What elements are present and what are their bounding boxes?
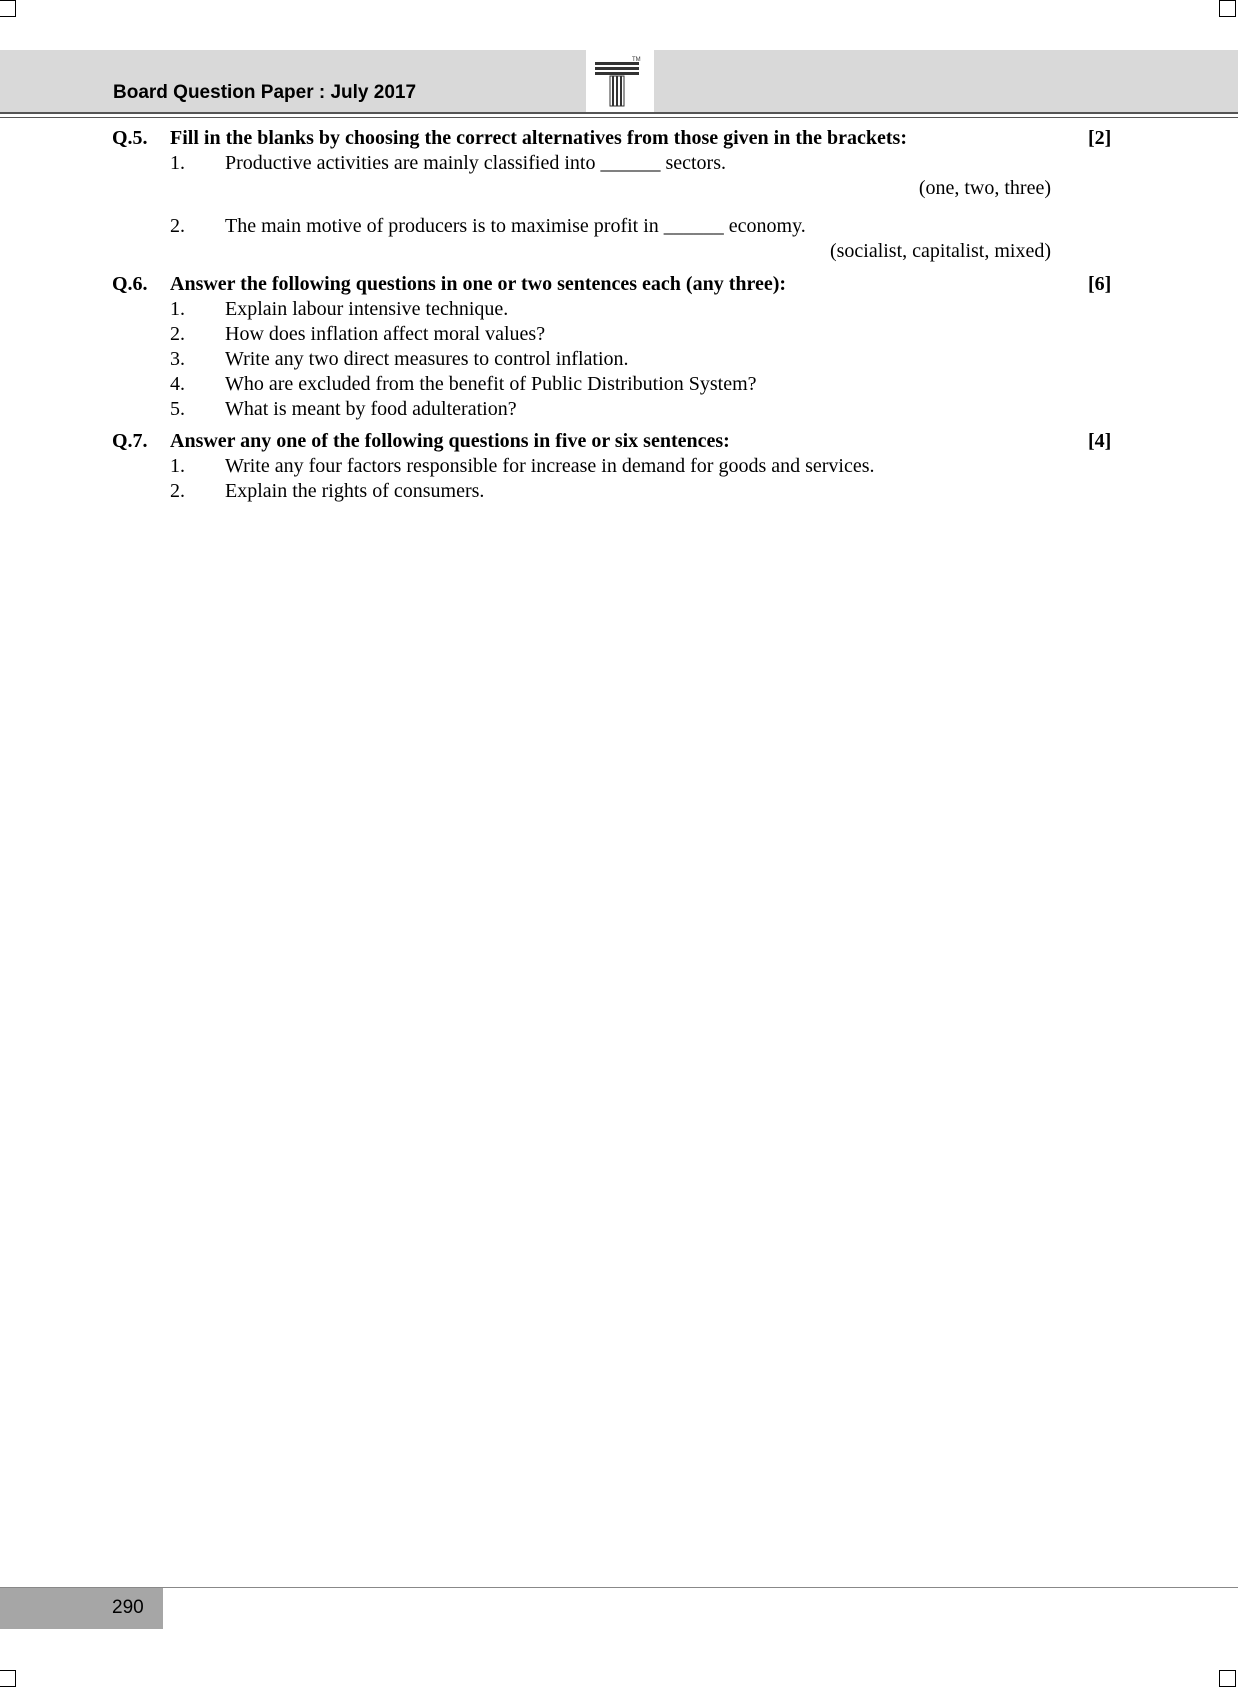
answer-options: (socialist, capitalist, mixed): [829, 240, 1051, 262]
header-rule-thin: [0, 117, 1238, 118]
question-number: Q.5.: [112, 127, 148, 149]
crop-mark-top-left: [0, 0, 16, 17]
page-number: 290: [112, 1597, 144, 1618]
page-header-title: Board Question Paper : July 2017: [113, 82, 417, 103]
crop-mark-top-right: [1219, 0, 1236, 17]
question-instruction: Fill in the blanks by choosing the correct alternatives from those given in the brackets:: [170, 127, 907, 149]
logo: [586, 50, 654, 112]
question-number: Q.7.: [112, 430, 148, 452]
header-rule: [0, 112, 1238, 114]
header-band-right: [654, 50, 1238, 112]
question-marks: [4]: [1088, 430, 1112, 452]
question-marks: [6]: [1088, 273, 1112, 295]
question-instruction: Answer the following questions in one or two sentences each (any three):: [170, 273, 787, 295]
svg-text:TM: TM: [632, 57, 641, 63]
footer-rule: [0, 1587, 1238, 1588]
crop-mark-bottom-left: [0, 1670, 16, 1687]
answer-options: (one, two, three): [918, 177, 1051, 199]
crop-mark-bottom-right: [1219, 1670, 1236, 1687]
t-pillar-logo-icon: [586, 50, 654, 112]
question-instruction: Answer any one of the following questions in five or six sentences:: [170, 430, 730, 452]
question-marks: [2]: [1088, 127, 1112, 149]
question-number: Q.6.: [112, 273, 148, 295]
